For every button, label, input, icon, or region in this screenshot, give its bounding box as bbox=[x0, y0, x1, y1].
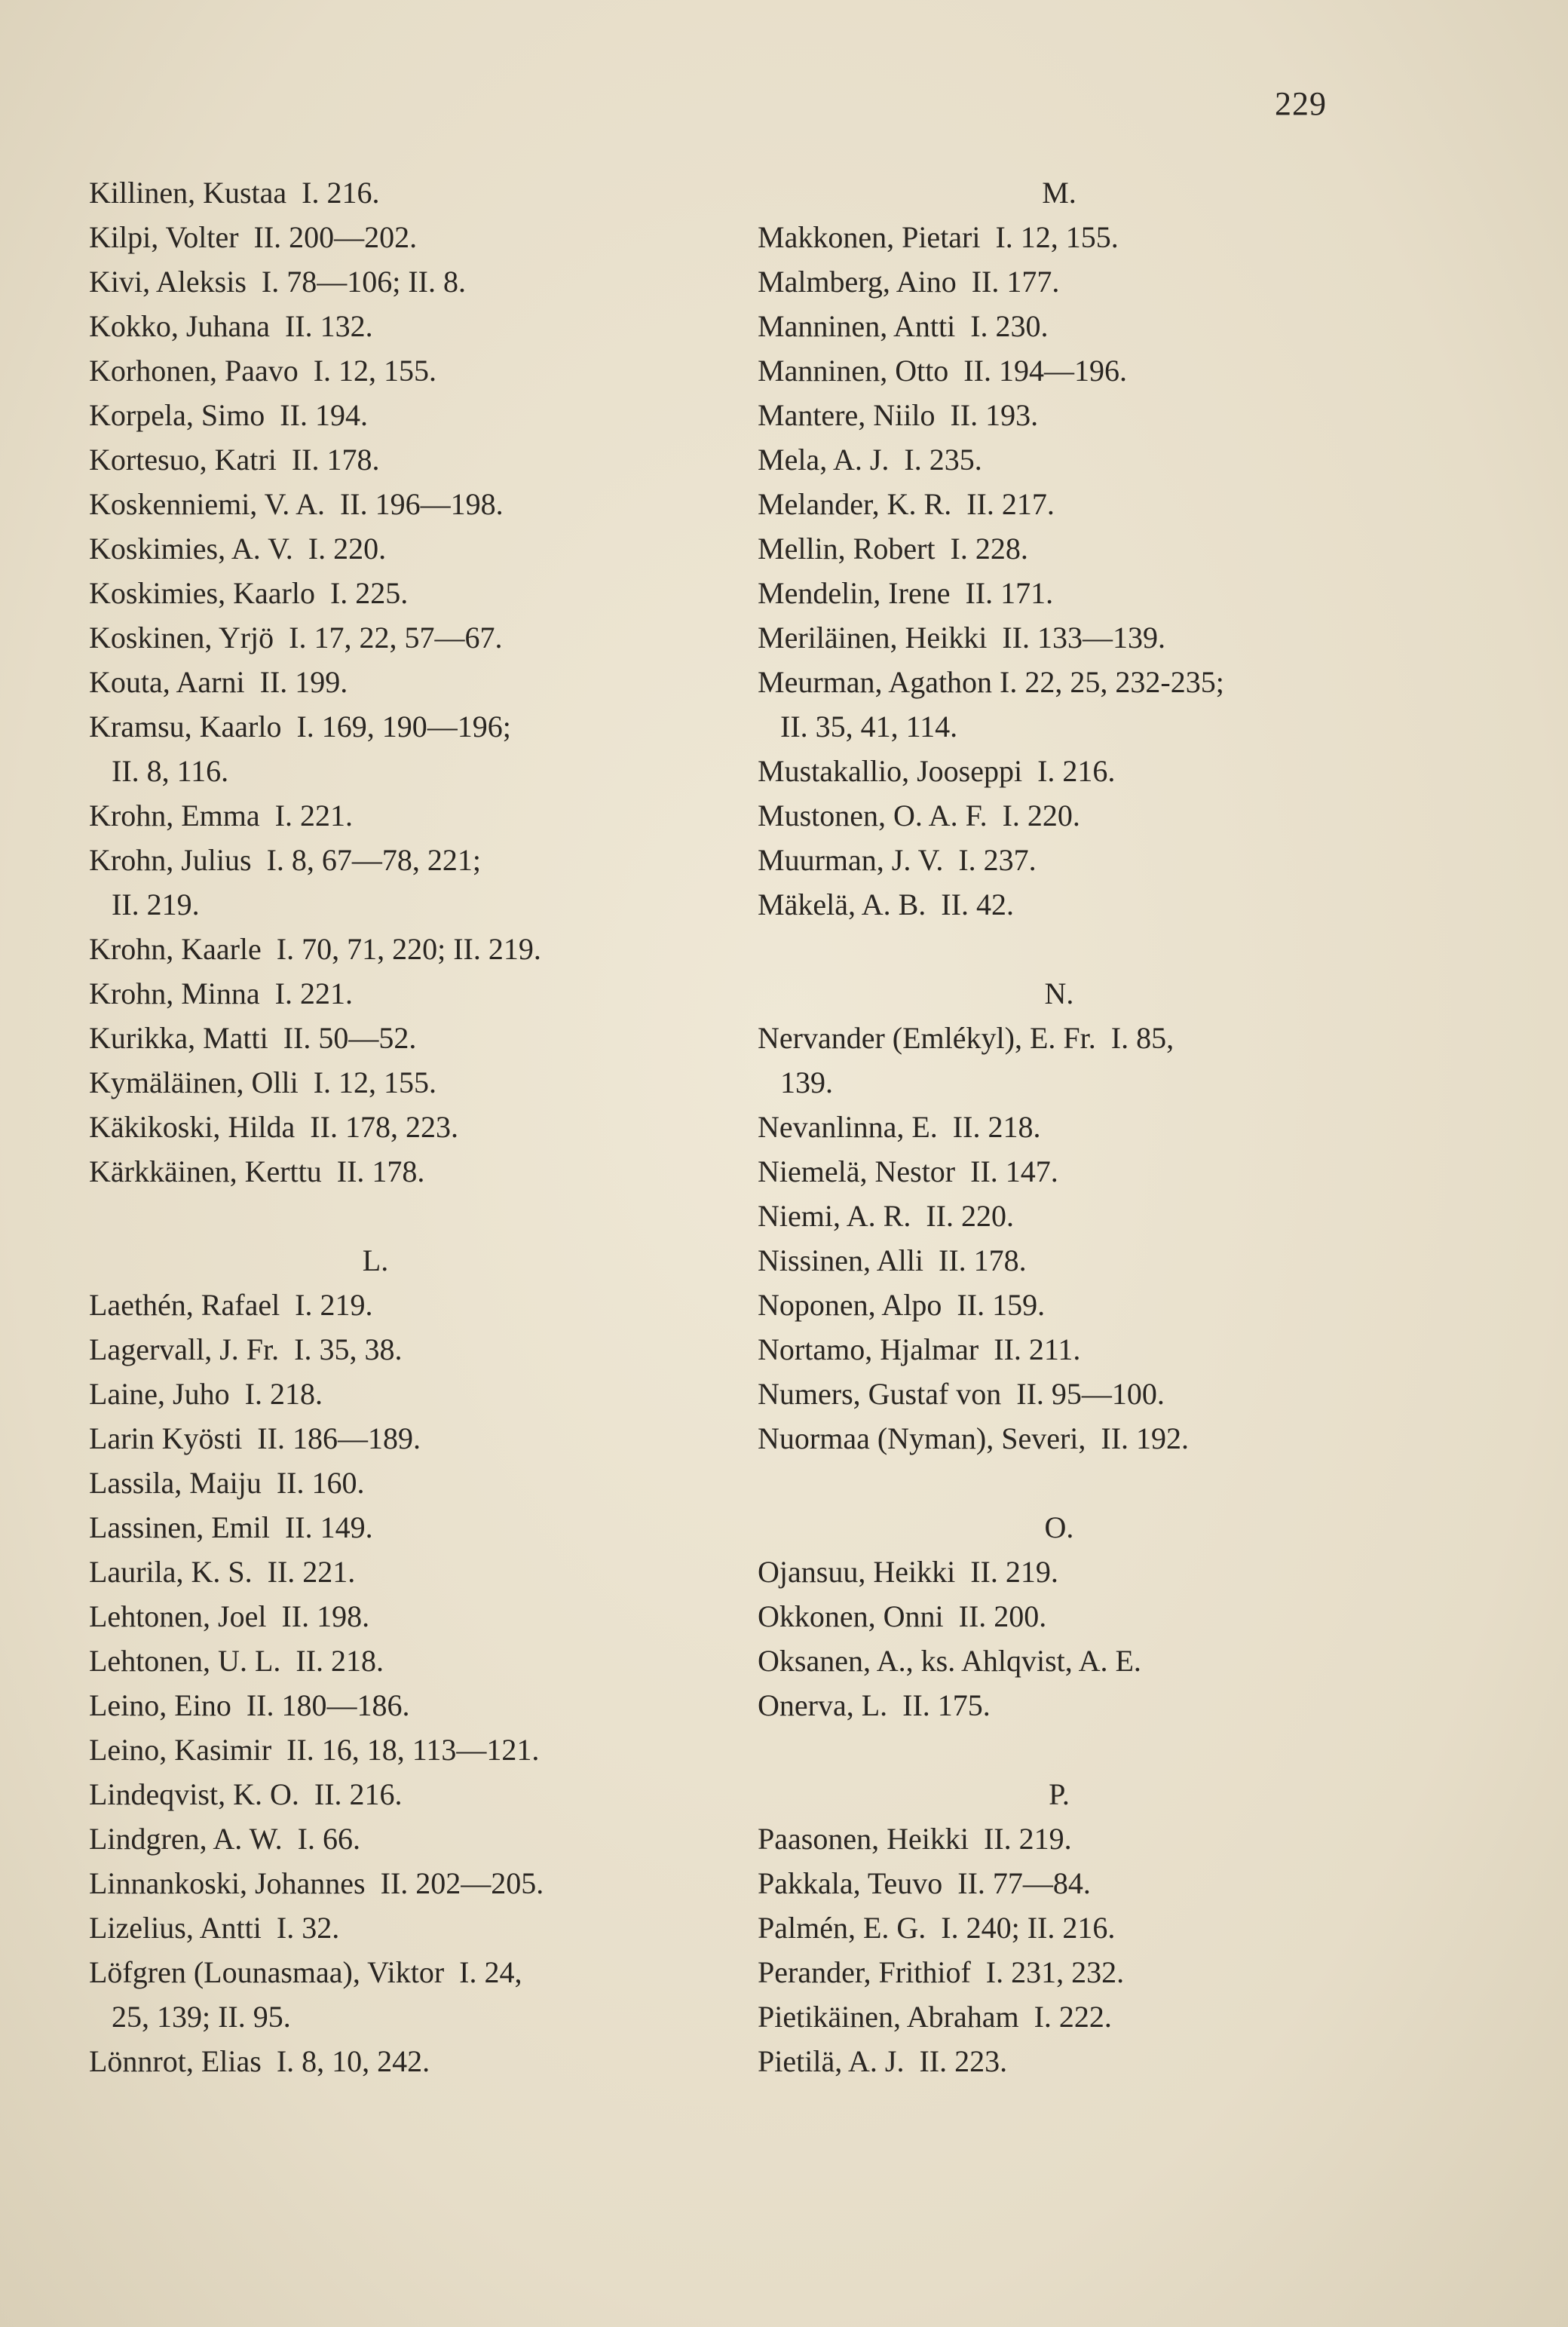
index-entry: Koskinen, Yrjö I. 17, 22, 57—67. bbox=[89, 621, 503, 655]
index-entry: Nevanlinna, E. II. 218. bbox=[758, 1110, 1041, 1144]
index-entry: Ojansuu, Heikki II. 219. bbox=[758, 1555, 1058, 1589]
k-entries bbox=[89, 170, 767, 1194]
index-entry: Numers, Gustaf von II. 95—100. bbox=[758, 1377, 1165, 1411]
index-entry: Oksanen, A., ks. Ahlqvist, A. E. bbox=[758, 1644, 1141, 1678]
index-entry: Noponen, Alpo II. 159. bbox=[758, 1288, 1046, 1322]
index-entry: Meriläinen, Heikki II. 133—139. bbox=[758, 621, 1165, 655]
index-entry: Pietikäinen, Abraham I. 222. bbox=[758, 2000, 1112, 2034]
index-entry: Lönnrot, Elias I. 8, 10, 242. bbox=[89, 2044, 430, 2078]
page-number: 229 bbox=[1275, 85, 1327, 122]
index-entry: Mellin, Robert I. 228. bbox=[758, 532, 1028, 566]
index-entry: Koskimies, Kaarlo I. 225. bbox=[89, 576, 409, 610]
index-entry: Krohn, Emma I. 221. bbox=[89, 799, 353, 832]
index-entry: Kärkkäinen, Kerttu II. 178. bbox=[89, 1154, 425, 1188]
index-entry: Lehtonen, Joel II. 198. bbox=[89, 1599, 370, 1633]
index-entry: Mäkelä, A. B. II. 42. bbox=[758, 888, 1014, 921]
index-entry: Palmén, E. G. I. 240; II. 216. bbox=[758, 1911, 1116, 1945]
index-entry: Laurila, K. S. II. 221. bbox=[89, 1555, 356, 1589]
index-entry: Leino, Kasimir II. 16, 18, 113—121. bbox=[89, 1733, 540, 1767]
index-entry: Okkonen, Onni II. 200. bbox=[758, 1599, 1047, 1633]
index-entry: Nuormaa (Nyman), Severi, II. 192. bbox=[758, 1421, 1190, 1455]
index-entry: Mustakallio, Jooseppi I. 216. bbox=[758, 754, 1116, 788]
index-entry: Krohn, Kaarle I. 70, 71, 220; II. 219. bbox=[89, 932, 541, 966]
index-entry: Lehtonen, U. L. II. 218. bbox=[89, 1644, 384, 1678]
left-column bbox=[89, 170, 767, 2083]
index-entry: Mela, A. J. I. 235. bbox=[758, 443, 982, 477]
index-entry: Lassila, Maiju II. 160. bbox=[89, 1466, 365, 1500]
index-entry: Kokko, Juhana II. 132. bbox=[89, 309, 373, 343]
section-heading-n: N. bbox=[1044, 976, 1074, 1010]
index-entry: Linnankoski, Johannes II. 202—205. bbox=[89, 1866, 544, 1900]
index-entry: Kramsu, Kaarlo I. 169, 190—196; bbox=[89, 710, 511, 743]
index-entry: Niemi, A. R. II. 220. bbox=[758, 1199, 1014, 1233]
index-entry: Laethén, Rafael I. 219. bbox=[89, 1288, 373, 1322]
index-entry: Krohn, Minna I. 221. bbox=[89, 976, 353, 1010]
section-heading-p: P. bbox=[1049, 1777, 1070, 1811]
index-entry: Nervander (Emlékyl), E. Fr. I. 85, bbox=[758, 1021, 1174, 1055]
index-entry: Leino, Eino II. 180—186. bbox=[89, 1688, 410, 1722]
index-entry: Koskimies, A. V. I. 220. bbox=[89, 532, 387, 566]
index-entry: Mantere, Niilo II. 193. bbox=[758, 398, 1039, 432]
index-entry: Korhonen, Paavo I. 12, 155. bbox=[89, 354, 437, 388]
index-entry: Nissinen, Alli II. 178. bbox=[758, 1243, 1027, 1277]
index-entry: Lassinen, Emil II. 149. bbox=[89, 1510, 373, 1544]
index-entry: Kurikka, Matti II. 50—52. bbox=[89, 1021, 417, 1055]
index-entry: Makkonen, Pietari I. 12, 155. bbox=[758, 220, 1119, 254]
l-entries bbox=[89, 1283, 767, 2083]
index-entry: Laine, Juho I. 218. bbox=[89, 1377, 323, 1411]
index-entry: Käkikoski, Hilda II. 178, 223. bbox=[89, 1110, 458, 1144]
index-entry: Mendelin, Irene II. 171. bbox=[758, 576, 1054, 610]
index-entry: Mustonen, O. A. F. I. 220. bbox=[758, 799, 1080, 832]
index-entry: Korpela, Simo II. 194. bbox=[89, 398, 368, 432]
index-entry: Manninen, Otto II. 194—196. bbox=[758, 354, 1127, 388]
index-entry: Koskenniemi, V. A. II. 196—198. bbox=[89, 487, 504, 521]
index-entry: Paasonen, Heikki II. 219. bbox=[758, 1822, 1072, 1856]
index-entry: Larin Kyösti II. 186—189. bbox=[89, 1421, 421, 1455]
index-entry: Lizelius, Antti I. 32. bbox=[89, 1911, 340, 1945]
m-entries bbox=[758, 215, 1436, 927]
index-entry: Niemelä, Nestor II. 147. bbox=[758, 1154, 1058, 1188]
index-entry: Pakkala, Teuvo II. 77—84. bbox=[758, 1866, 1091, 1900]
index-entry: Kymäläinen, Olli I. 12, 155. bbox=[89, 1065, 437, 1099]
index-entry: Perander, Frithiof I. 231, 232. bbox=[758, 1955, 1125, 1989]
index-entry: Meurman, Agathon I. 22, 25, 232-235; bbox=[758, 665, 1224, 699]
index-entry: Löfgren (Lounasmaa), Viktor I. 24, bbox=[89, 1955, 522, 1989]
index-entry: II. 35, 41, 114. bbox=[758, 710, 958, 743]
index-entry: Killinen, Kustaa I. 216. bbox=[89, 176, 380, 210]
section-heading-m: M. bbox=[1042, 176, 1076, 210]
index-entry: Onerva, L. II. 175. bbox=[758, 1688, 991, 1722]
index-entry: Muurman, J. V. I. 237. bbox=[758, 843, 1037, 877]
index-entry: Kilpi, Volter II. 200—202. bbox=[89, 220, 418, 254]
index-entry: Kivi, Aleksis I. 78—106; II. 8. bbox=[89, 265, 466, 299]
index-entry: Kortesuo, Katri II. 178. bbox=[89, 443, 380, 477]
index-entry: Melander, K. R. II. 217. bbox=[758, 487, 1055, 521]
index-entry: II. 219. bbox=[89, 888, 200, 921]
index-entry: Krohn, Julius I. 8, 67—78, 221; bbox=[89, 843, 481, 877]
index-entry: 25, 139; II. 95. bbox=[89, 2000, 291, 2034]
index-entry: Kouta, Aarni II. 199. bbox=[89, 665, 348, 699]
index-entry: Malmberg, Aino II. 177. bbox=[758, 265, 1060, 299]
index-entry: Lindgren, A. W. I. 66. bbox=[89, 1822, 360, 1856]
index-entry: 139. bbox=[758, 1065, 833, 1099]
index-entry: Manninen, Antti I. 230. bbox=[758, 309, 1049, 343]
section-heading-l: L. bbox=[362, 1243, 389, 1277]
o-entries bbox=[758, 1550, 1436, 1728]
index-entry: Lindeqvist, K. O. II. 216. bbox=[89, 1777, 403, 1811]
index-entry: Lagervall, J. Fr. I. 35, 38. bbox=[89, 1332, 403, 1366]
index-entry: Pietilä, A. J. II. 223. bbox=[758, 2044, 1008, 2078]
section-heading-o: O. bbox=[1044, 1510, 1074, 1544]
n-entries bbox=[758, 1016, 1436, 1461]
index-entry: II. 8, 116. bbox=[89, 754, 229, 788]
p-entries bbox=[758, 1817, 1436, 2083]
right-column bbox=[758, 170, 1436, 2083]
index-entry: Nortamo, Hjalmar II. 211. bbox=[758, 1332, 1081, 1366]
